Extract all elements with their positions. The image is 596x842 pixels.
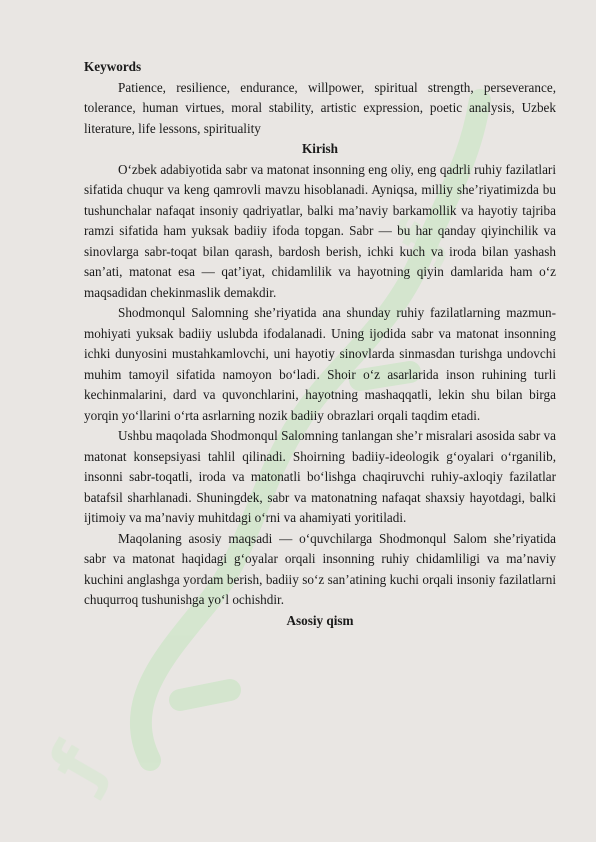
svg-text:ƒ: ƒ bbox=[33, 731, 120, 799]
keywords-text: Patience, resilience, endurance, willpower, spiritual strength, perseverance, tolerance, human virtues, moral stability, artistic expression, poetic analysis, Uzbek literature, life lessons, spirituality bbox=[84, 79, 556, 136]
svg-text:ƒ: ƒ bbox=[382, 209, 457, 268]
intro-paragraph: O‘zbek adabiyotida sabr va matonat insonning eng oliy, eng qadrli ruhiy fazilatlari sifatida chuqur va keng qamrovli mavzu hisoblanadi. Ayniqsa, milliy she’riyatimizda bu tushunchalar nafaqat insoniy qadriyatlar, balki ma’naviy barkamollik va hayotiy tajriba ramzi sifatida ham yuksak badiiy ifoda topgan. Sabr — bu har qanday qiyinchilik va sinovlarga sabr-toqat bilan qarash, bardosh berish, ichki kuch va iroda bilan yashash san’ati, matonat esa — qat’iyat, chidamlilik va hayotning qiyin damlarida ham o‘z maqsadidan chekinmaslik demakdir. bbox=[84, 161, 556, 300]
intro-heading: Kirish bbox=[302, 141, 338, 156]
intro-paragraph: Maqolaning asosiy maqsadi — o‘quvchilarga Shodmonqul Salom she’riyatida sabr va matonat haqidagi g‘oyalar orqali insonning ruhiy chidamliligi va ma’naviy kuchini anglashga yordam berish, badiiy so‘z san’atining kuchi orqali insoniy fazilatlarni chuqurroq tushunishga yo‘l ochishdir. bbox=[84, 530, 556, 607]
document-page bbox=[84, 57, 556, 631]
keywords-title: Keywords bbox=[84, 59, 142, 74]
intro-paragraph: Ushbu maqolada Shodmonqul Salomning tanlangan she’r misralari asosida sabr va matonat konsepsiyasi tahlil qilinadi. Shoirning badiiy-ideologik g‘oyalari o‘rganilib, insonni sabr-toqatli, iroda va matonatli bo‘lishga chaqiruvchi ruhiy-axloqiy fazilatlar batafsil sharhlanadi. Shuningdek, sabr va matonatning nafaqat shaxsiy hayotdagi, balki ijtimoiy va ma’naviy muhitdagi o‘rni va ahamiyati yoritiladi. bbox=[84, 428, 556, 525]
intro-paragraph: Shodmonqul Salomning she’riyatida ana shunday ruhiy fazilatlarning mazmun-mohiyati yuksak badiiy uslubda ifodalanadi. Uning ijodida sabr va matonat insonning ichki dunyosini mustahkamlovchi, uni hayotiy sinovlarda sinmasdan turishga undovchi muhim tamoyil sifatida namoyon bo‘ladi. Shoir o‘z asarlarida inson ruhining turli kechinmalarini, dard va quvonchlarini, hayotning mashaqqatli, lekin shu bilan birga yorqin yo‘llarini o‘rta asrlarning nozik badiiy obrazlari orqali taqdim etadi. bbox=[84, 305, 556, 423]
main-heading: Asosiy qism bbox=[286, 612, 354, 628]
